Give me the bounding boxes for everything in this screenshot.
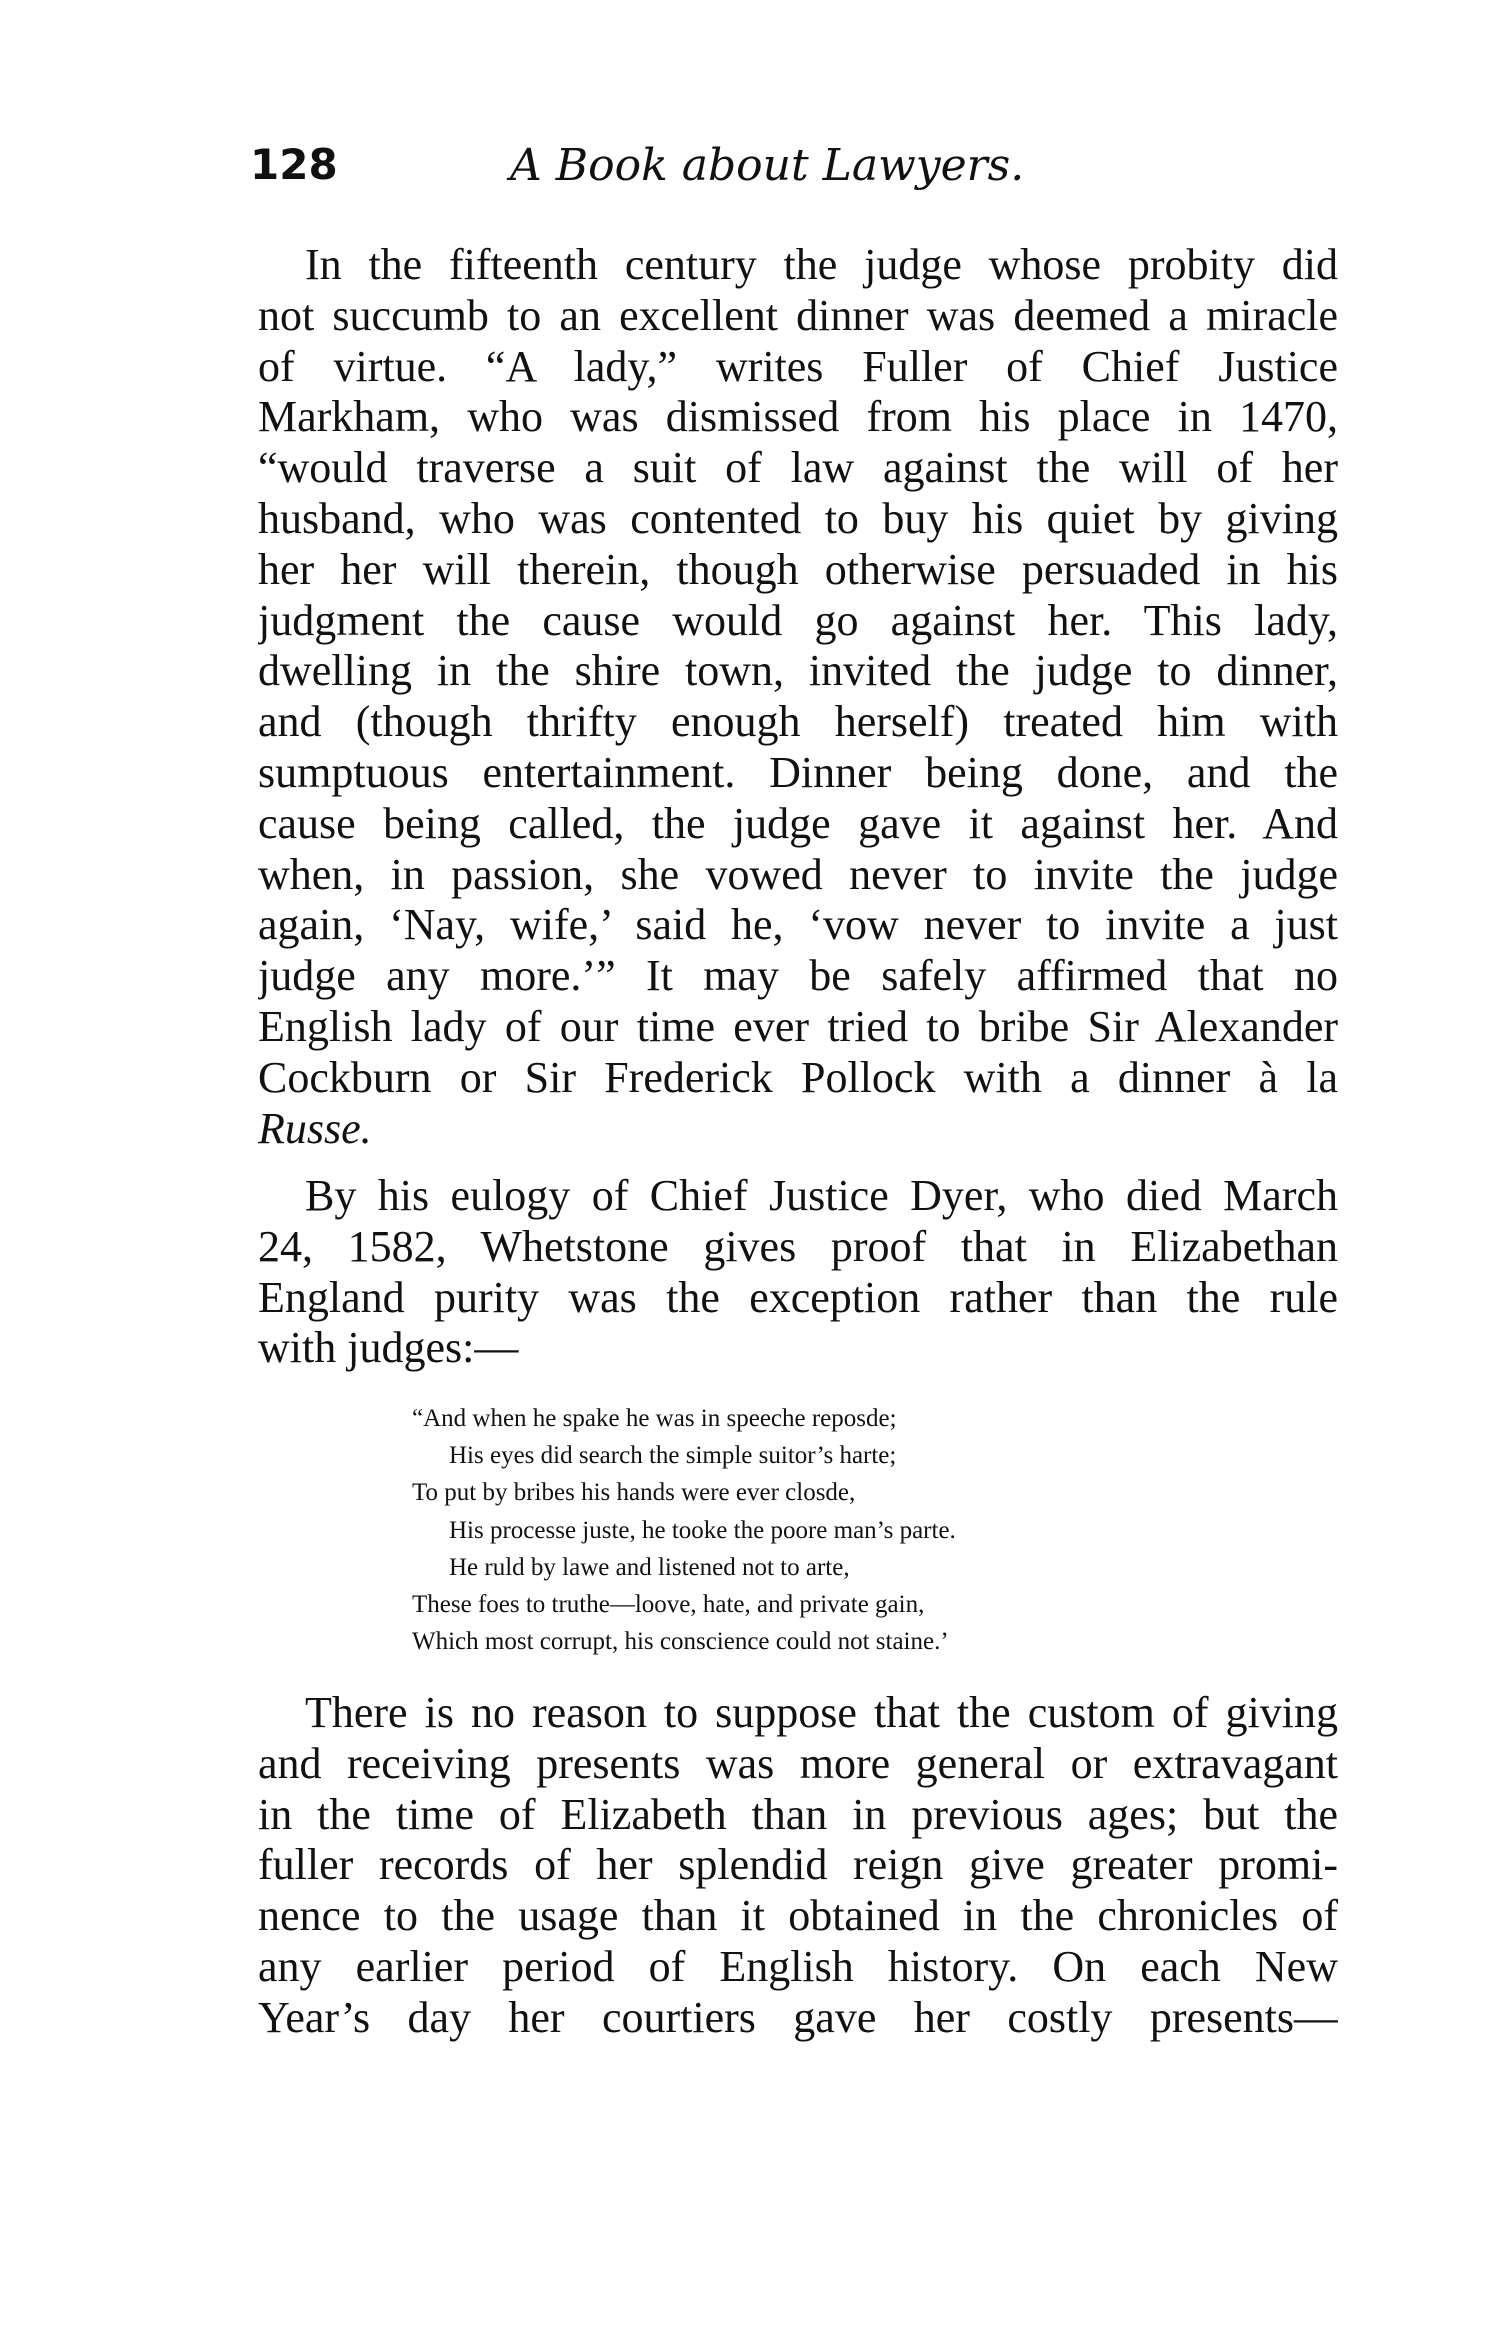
verse-line: Which most corrupt, his conscience could not staine.’: [412, 1628, 949, 1656]
text-line: with judges:—: [258, 1323, 519, 1373]
text-line: English lady of our time ever tried to bribe Sir Alexander: [258, 1001, 1338, 1051]
text-line: Markham, who was dismissed from his place in 1470,: [258, 392, 1338, 442]
text-line: and (though thrifty enough herself) treated him with: [258, 697, 1338, 747]
text-line: 24, 1582, Whetstone gives proof that in Elizabethan: [258, 1221, 1338, 1271]
text-line: In the fifteenth century the judge whose probity did: [305, 240, 1338, 289]
text-line: England purity was the exception rather than the rule: [258, 1272, 1338, 1322]
text-line: By his eulogy of Chief Justice Dyer, who died March: [305, 1171, 1338, 1220]
text-line: There is no reason to suppose that the custom of giving: [305, 1688, 1338, 1737]
verse-line: His processe juste, he tooke the poore man’s parte.: [449, 1516, 956, 1544]
text-line: judgment the cause would go against her. This lady,: [258, 595, 1338, 645]
text-line: and receiving presents was more general or extravagant: [258, 1738, 1338, 1788]
text-line: Year’s day her courtiers gave her costly presents—: [258, 1992, 1338, 2042]
text-line: husband, who was contented to buy his quiet by giving: [258, 493, 1338, 543]
text-line: of virtue. “A lady,” writes Fuller of Chief Justice: [258, 341, 1338, 391]
text-line: cause being called, the judge gave it against her. And: [258, 798, 1338, 848]
text-line: not succumb to an excellent dinner was deemed a miracle: [258, 290, 1338, 340]
text-line: fuller records of her splendid reign give greater promi-: [258, 1840, 1338, 1890]
paragraph-3: [258, 1688, 1338, 2044]
verse-line: His eyes did search the simple suitor’s harte;: [449, 1442, 897, 1470]
text-line: again, ‘Nay, wife,’ said he, ‘vow never to invite a just: [258, 900, 1338, 950]
text-line: Cockburn or Sir Frederick Pollock with a dinner à la: [258, 1052, 1338, 1102]
text-line: judge any more.’” It may be safely affirmed that no: [258, 951, 1338, 1001]
text-line: her her will therein, though otherwise persuaded in his: [258, 544, 1338, 594]
paragraph-2: [258, 1171, 1338, 1374]
text-line: Russe.: [258, 1103, 372, 1153]
verse-line: These foes to truthe—loove, hate, and private gain,: [412, 1590, 925, 1618]
running-header: [250, 140, 1340, 210]
text-line: dwelling in the shire town, invited the judge to dinner,: [258, 646, 1338, 696]
paragraph-1: [258, 240, 1338, 1154]
verse-line: “And when he spake he was in speeche reposde;: [412, 1405, 897, 1432]
verse-line: To put by bribes his hands were ever closde,: [412, 1479, 856, 1507]
page-number: 128: [250, 140, 338, 189]
verse-line: He ruld by lawe and listened not to arte,: [449, 1553, 850, 1581]
text-line: sumptuous entertainment. Dinner being done, and the: [258, 747, 1338, 797]
text-line: when, in passion, she vowed never to invite the judge: [258, 849, 1338, 899]
text-line: “would traverse a suit of law against the will of her: [258, 443, 1338, 493]
text-line: nence to the usage than it obtained in the chronicles of: [258, 1891, 1338, 1941]
running-title: A Book about Lawyers.: [510, 140, 1025, 191]
text-line: in the time of Elizabeth than in previous ages; but the: [258, 1789, 1338, 1839]
text-line: any earlier period of English history. On each New: [258, 1941, 1338, 1991]
verse-quotation: [412, 1400, 1212, 1660]
